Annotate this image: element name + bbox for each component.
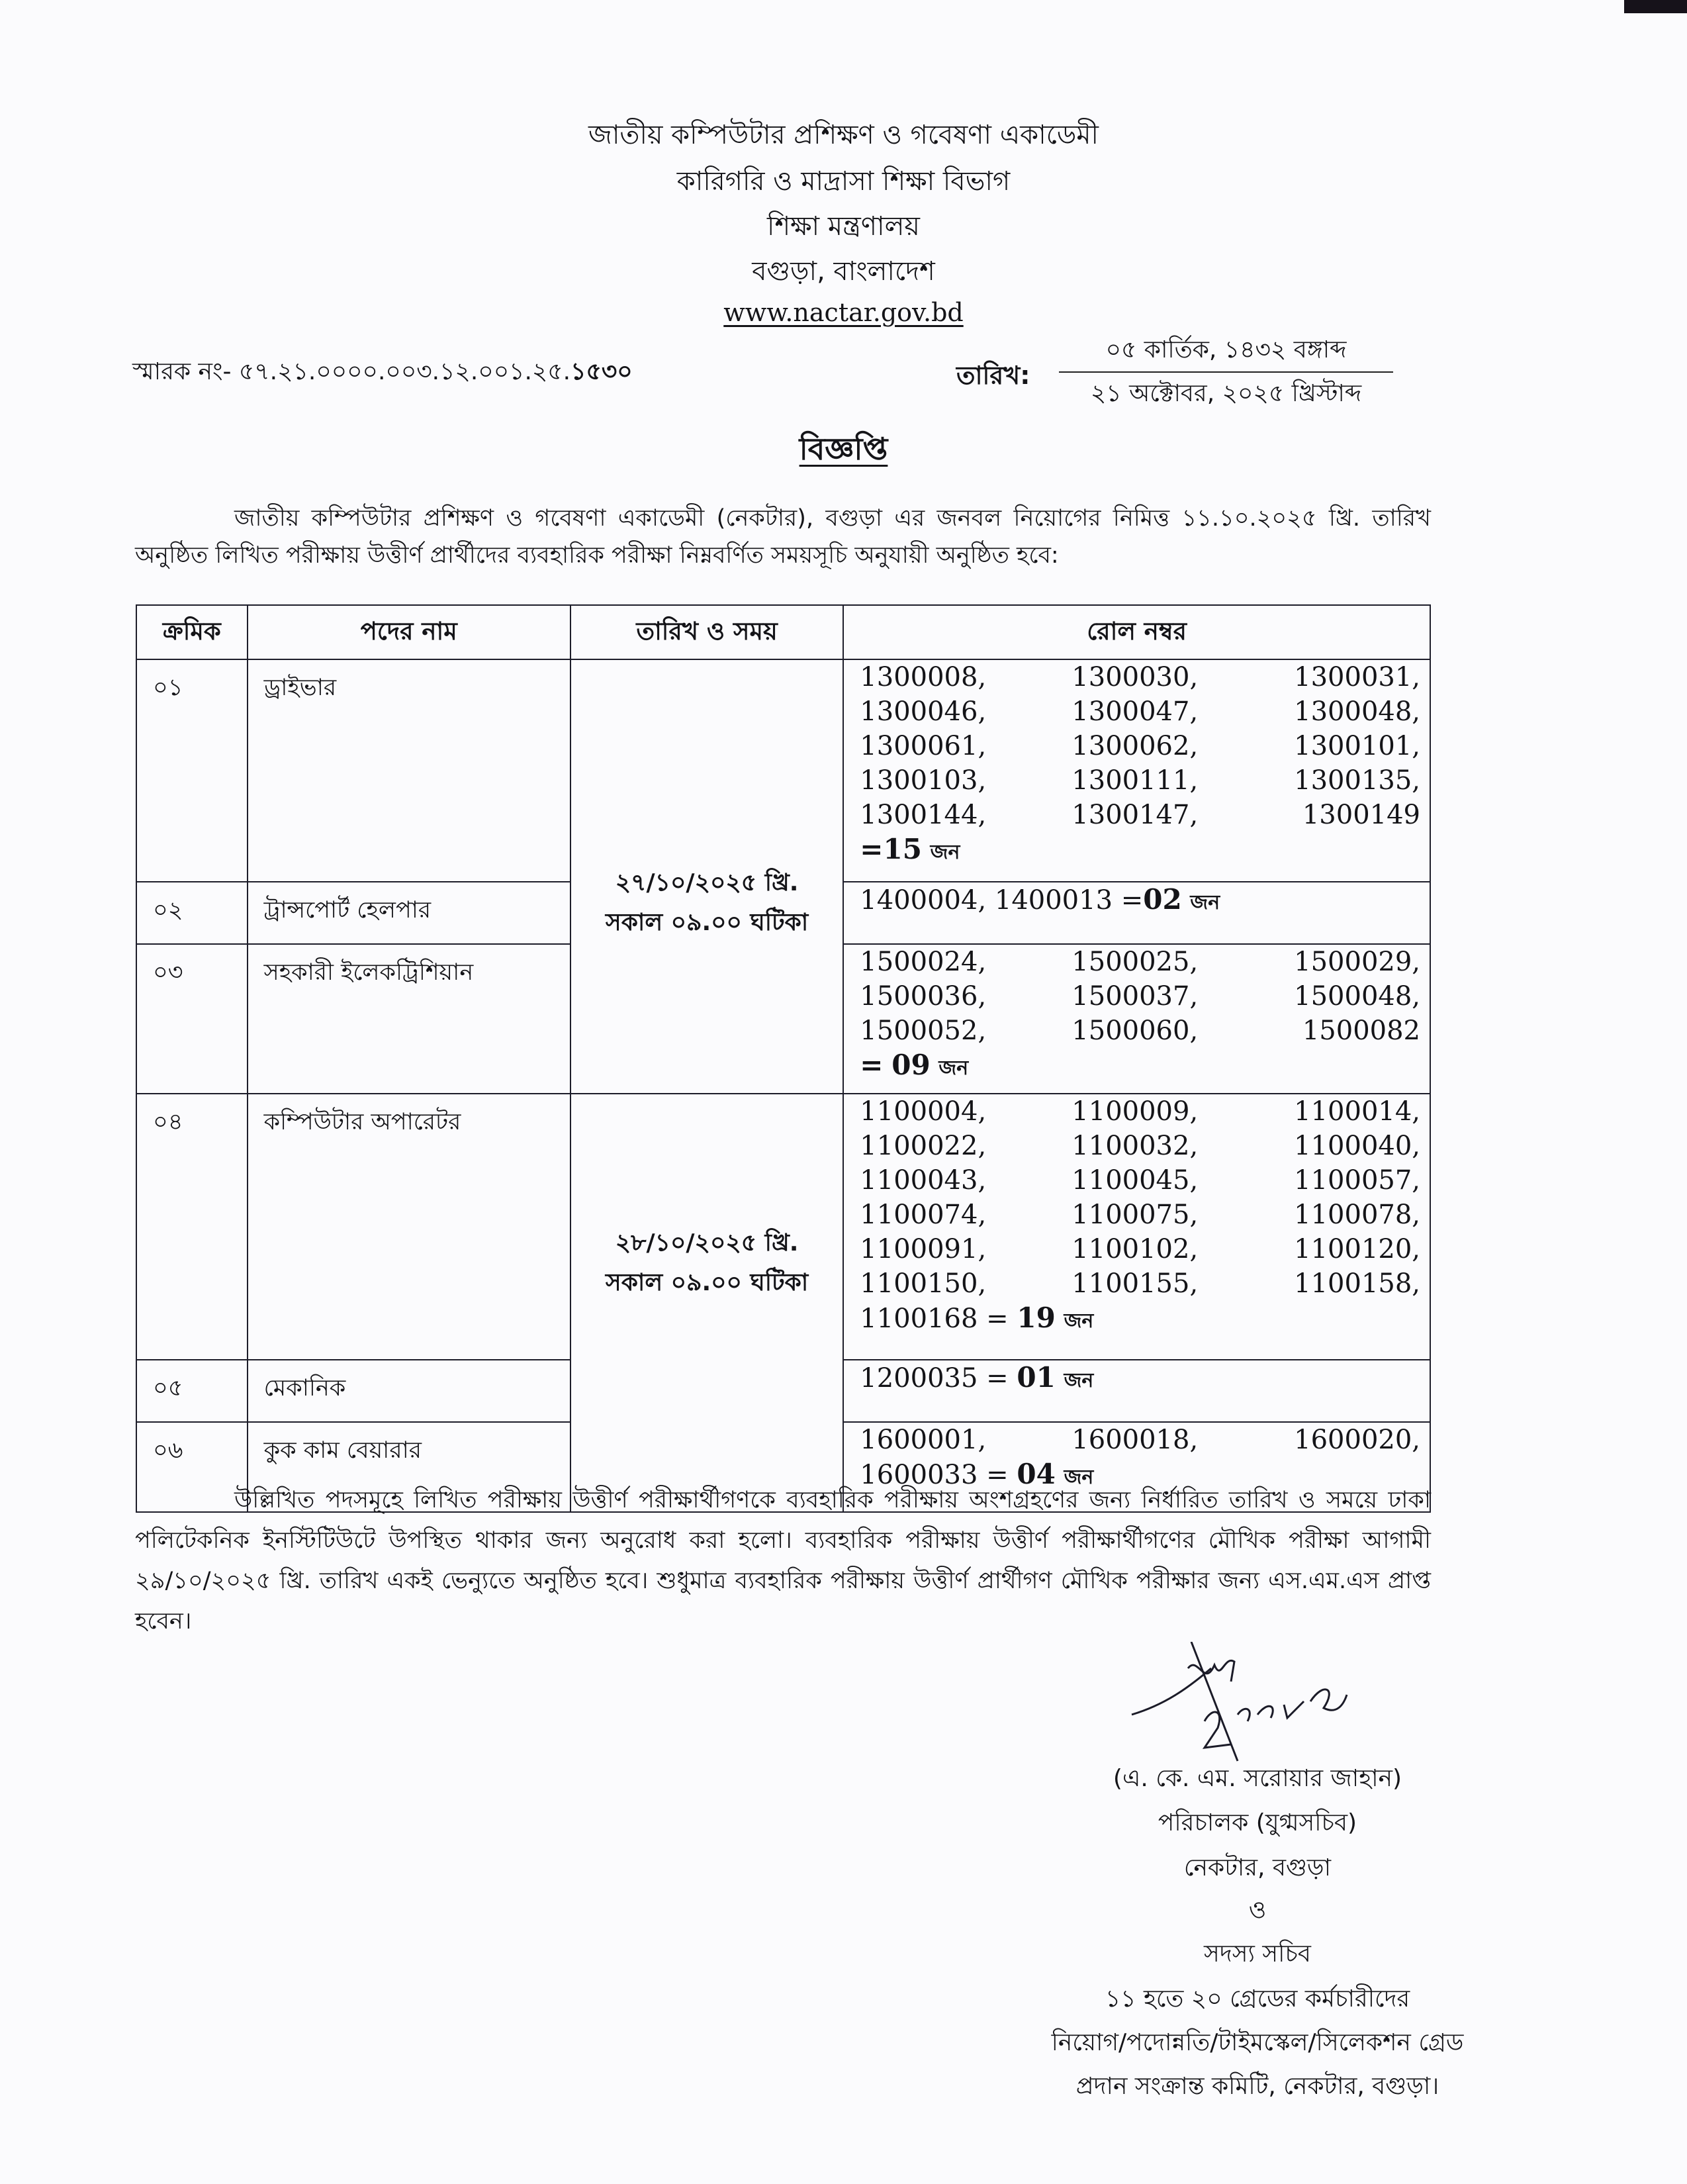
roll-number: 1500025, xyxy=(1071,947,1199,977)
post-cell: মেকানিক xyxy=(248,1360,570,1422)
roll-list xyxy=(860,1094,1420,1301)
roll-number: 1100057, xyxy=(1294,1165,1420,1196)
date-label: তারিখ: xyxy=(956,361,1030,390)
rolls-cell xyxy=(843,659,1430,882)
roll-number: 1100009, xyxy=(1071,1096,1199,1127)
rolls-cell xyxy=(843,882,1430,944)
serial-cell: ০২ xyxy=(136,882,248,944)
roll-list xyxy=(860,660,1420,832)
count-line: = 01 জন xyxy=(986,1361,1094,1394)
header-serial: ক্রমিক xyxy=(136,605,248,659)
date-gregorian: ২১ অক্টোবর, ২০২৫ খ্রিস্টাব্দ xyxy=(1090,380,1362,407)
roll-number: 1300144, xyxy=(860,800,987,830)
post-cell: ড্রাইভার xyxy=(248,659,570,882)
roll-number: 1600001, xyxy=(860,1425,987,1455)
roll-number: 1500060, xyxy=(1071,1016,1199,1046)
committee-line-2: নিয়োগ/পদোন্নতি/টাইমস্কেল/সিলেকশন গ্রেড xyxy=(1051,2029,1464,2056)
count-value: 09 xyxy=(891,1049,931,1081)
rolls-cell xyxy=(843,1094,1430,1360)
division-name: কারিগরি ও মাদ্রাসা শিক্ষা বিভাগ xyxy=(676,166,1011,197)
count-value: 01 xyxy=(1017,1361,1056,1394)
signatory-office: নেকটার, বগুড়া xyxy=(1183,1854,1332,1881)
signatory-designation: পরিচালক (যুগ্মসচিব) xyxy=(1158,1809,1357,1836)
roll-number: 1100078, xyxy=(1294,1200,1420,1230)
roll-list: 1200035 xyxy=(860,1363,978,1394)
roll-number: 1300048, xyxy=(1294,696,1420,727)
header-datetime: তারিখ ও সময় xyxy=(570,605,843,659)
roll-number: 1100075, xyxy=(1071,1200,1199,1230)
roll-number: 1500052, xyxy=(860,1016,987,1046)
roll-number: 1300046, xyxy=(860,696,987,727)
roll-number: 1300111, xyxy=(1071,765,1199,796)
last-roll: 1600033 xyxy=(860,1460,978,1490)
roll-number: 1500036, xyxy=(860,981,987,1012)
roll-number: 1600018, xyxy=(1071,1425,1199,1455)
roll-number: 1500048, xyxy=(1294,981,1420,1012)
count-line: 1100168 = 19 জন xyxy=(860,1302,1094,1334)
roll-number: 1300031, xyxy=(1294,662,1420,692)
roll-number: 1500029, xyxy=(1294,947,1420,977)
roll-number: 1300047, xyxy=(1071,696,1199,727)
roll-number: 1600020, xyxy=(1294,1425,1420,1455)
serial-cell: ০৬ xyxy=(136,1422,248,1512)
last-roll: 1100168 xyxy=(860,1304,978,1334)
intro-paragraph: জাতীয় কম্পিউটার প্রশিক্ষণ ও গবেষণা একাডেমী (নেকটার), বগুড়া এর জনবল নিয়োগের নিমিত্ত ১১.১০.২০২৫ খ্রি. তারিখ অনুষ্ঠিত লিখিত পরীক্ষায় উত্তীর্ণ প্রার্থীদের ব্যবহারিক পরীক্ষা নিম্নবর্ণিত সময়সূচি অনুযায়ী অনুষ্ঠিত হবে: xyxy=(135,505,1431,569)
roll-number: 1100040, xyxy=(1294,1131,1420,1161)
roll-list: 1400004, 1400013 xyxy=(860,885,1113,916)
roll-number: 1100004, xyxy=(860,1096,987,1127)
roll-number: 1300062, xyxy=(1071,731,1199,761)
ministry-name: শিক্ষা মন্ত্রণালয় xyxy=(767,211,920,242)
rolls-cell xyxy=(843,944,1430,1094)
schedule-table xyxy=(136,604,1431,1513)
count-value: 02 xyxy=(1143,883,1182,916)
post-cell: ট্রান্সপোর্ট হেলপার xyxy=(248,882,570,944)
signatory-name: (এ. কে. এম. সরোয়ার জাহান) xyxy=(1113,1765,1402,1792)
location: বগুড়া, বাংলাদেশ xyxy=(752,256,935,287)
datetime-cell xyxy=(570,659,843,1094)
closing-paragraph: উল্লিখিত পদসমূহে লিখিত পরীক্ষায় উত্তীর্ণ পরীক্ষার্থীগণকে ব্যবহারিক পরীক্ষায় অংশগ্রহণের জন্য নির্ধারিত তারিখ ও সময়ে ঢাকা পলিটেকনিক ইনস্টিটিউটে উপস্থিত থাকার জন্য অনুরোধ করা হলো। ব্যবহারিক পরীক্ষায় উত্তীর্ণ পরীক্ষার্থীগণের মৌখিক পরীক্ষা আগামী ২৯/১০/২০২৫ খ্রি. তারিখ একই ভেন্যুতে অনুষ্ঠিত হবে। শুধুমাত্র ব্যবহারিক পরীক্ষায় উত্তীর্ণ প্রার্থীগণ মৌখিক পরীক্ষার জন্য এস.এম.এস প্রাপ্ত হবেন। xyxy=(135,1487,1431,1635)
memo-serial: ১৫৩০ xyxy=(570,358,633,385)
roll-number: 1100091, xyxy=(860,1234,987,1264)
website-link[interactable]: www.nactar.gov.bd xyxy=(723,298,964,327)
schedule-date: ২৮/১০/২০২৫ খ্রি. xyxy=(615,1229,799,1257)
roll-number: 1100155, xyxy=(1071,1268,1199,1299)
schedule-time: সকাল ০৯.০০ ঘটিকা xyxy=(605,909,809,936)
org-name: জাতীয় কম্পিউটার প্রশিক্ষণ ও গবেষণা একাডেমী xyxy=(588,120,1099,150)
committee-line-3: প্রদান সংক্রান্ত কমিটি, নেকটার, বগুড়া। xyxy=(1075,2073,1439,2100)
roll-number: 1100158, xyxy=(1294,1268,1420,1299)
roll-number: 1300149 xyxy=(1302,800,1420,830)
roll-number: 1100150, xyxy=(860,1268,987,1299)
table-row xyxy=(136,1094,1430,1360)
post-cell: কম্পিউটার অপারেটর xyxy=(248,1094,570,1360)
schedule-time: সকাল ০৯.০০ ঘটিকা xyxy=(605,1269,809,1296)
header-post: পদের নাম xyxy=(248,605,570,659)
header-rolls: রোল নম্বর xyxy=(843,605,1430,659)
roll-number: 1500082 xyxy=(1302,1016,1420,1046)
roll-number: 1300008, xyxy=(860,662,987,692)
roll-number: 1100074, xyxy=(860,1200,987,1230)
roll-number: 1300135, xyxy=(1294,765,1420,796)
schedule-date: ২৭/১০/২০২৫ খ্রি. xyxy=(615,869,799,896)
count-value: 19 xyxy=(1017,1302,1056,1334)
count-value: 15 xyxy=(883,833,922,865)
post-cell: কুক কাম বেয়ারার xyxy=(248,1422,570,1512)
roll-number: 1300061, xyxy=(860,731,987,761)
roll-number: 1100043, xyxy=(860,1165,987,1196)
count-line: =15 জন xyxy=(860,833,960,865)
serial-cell: ০১ xyxy=(136,659,248,882)
signatory-role: সদস্য সচিব xyxy=(1204,1940,1311,1968)
roll-list xyxy=(860,945,1420,1048)
roll-number: 1300147, xyxy=(1071,800,1199,830)
roll-list xyxy=(860,1423,1420,1457)
serial-cell: ০৪ xyxy=(136,1094,248,1360)
date-bangla: ০৫ কার্তিক, ১৪৩২ বঙ্গাব্দ xyxy=(1059,336,1393,373)
roll-number: 1100102, xyxy=(1071,1234,1199,1264)
count-line: = 09 জন xyxy=(860,1049,969,1081)
roll-number: 1500024, xyxy=(860,947,987,977)
roll-number: 1300030, xyxy=(1071,662,1199,692)
memo-prefix: স্মারক নং- ৫৭.২১.০০০০.০০৩.১২.০০১.২৫. xyxy=(132,358,571,385)
serial-cell: ০৫ xyxy=(136,1360,248,1422)
notice-title: বিজ্ঞপ্তি xyxy=(799,431,888,467)
table-header-row xyxy=(136,605,1430,659)
roll-number: 1100022, xyxy=(860,1131,987,1161)
signature-image xyxy=(1125,1642,1403,1768)
date-block xyxy=(1059,336,1393,408)
roll-number: 1100045, xyxy=(1071,1165,1199,1196)
post-cell: সহকারী ইলেকট্রিশিয়ান xyxy=(248,944,570,1094)
count-value: 04 xyxy=(1017,1458,1056,1490)
rolls-cell xyxy=(843,1360,1430,1422)
roll-number: 1100120, xyxy=(1294,1234,1420,1264)
table-row xyxy=(136,659,1430,882)
roll-number: 1300101, xyxy=(1294,731,1420,761)
roll-number: 1300103, xyxy=(860,765,987,796)
committee-line-1: ১১ হতে ২০ গ্রেডের কর্মচারীদের xyxy=(1105,1985,1410,2013)
signatory-conjunction: ও xyxy=(1248,1897,1267,1924)
count-line: =02 জন xyxy=(1120,883,1220,916)
roll-number: 1100032, xyxy=(1071,1131,1199,1161)
serial-cell: ০৩ xyxy=(136,944,248,1094)
scan-edge-bar xyxy=(1624,0,1687,13)
datetime-cell xyxy=(570,1094,843,1512)
memo-number xyxy=(132,357,633,387)
roll-number: 1100014, xyxy=(1294,1096,1420,1127)
roll-number: 1500037, xyxy=(1071,981,1199,1012)
count-line: 1600033 = 04 জন xyxy=(860,1458,1094,1490)
